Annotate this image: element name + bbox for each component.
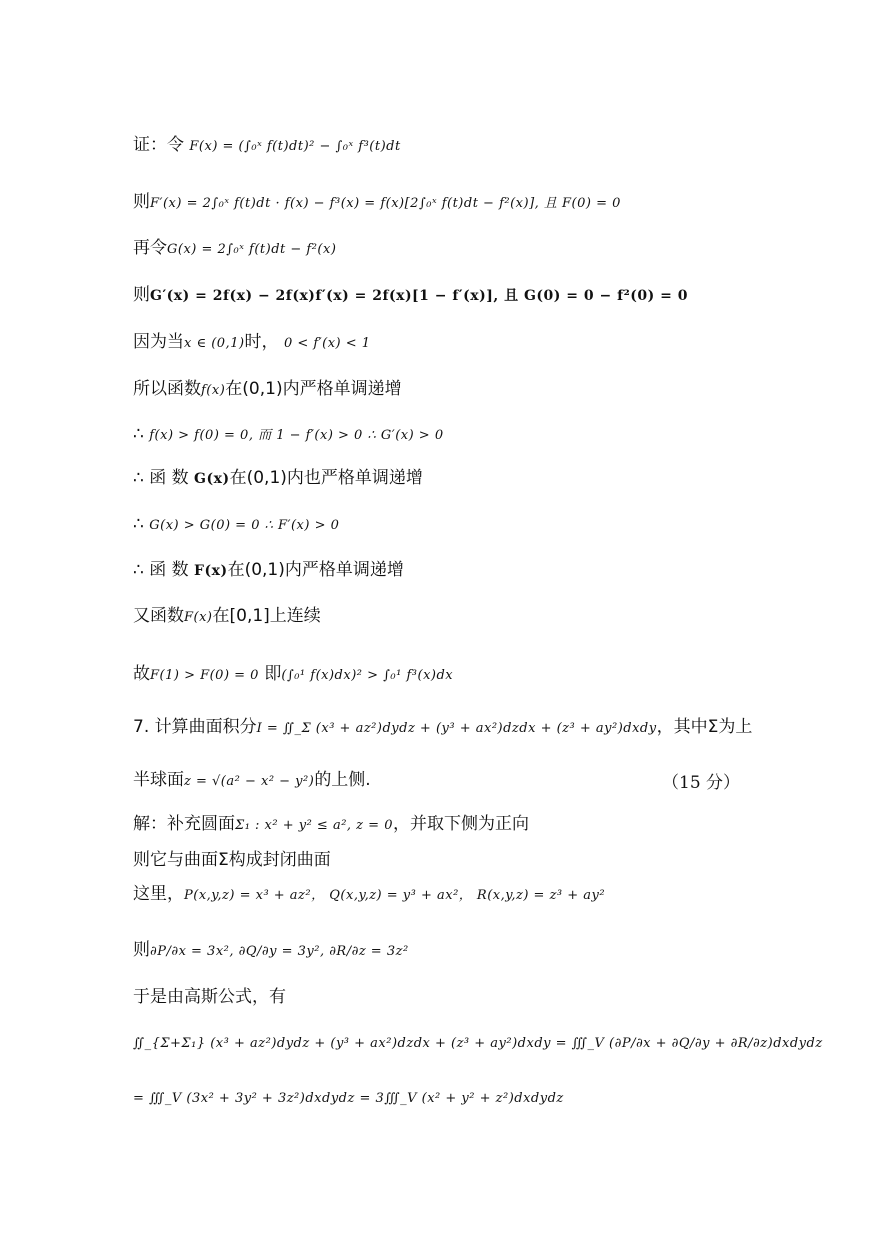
score-label: （15 分）: [662, 773, 741, 793]
solution-line-5: 于是由高斯公式，有: [133, 987, 286, 1007]
problem-7-line-1: 7. 计算曲面积分I = ∬_Σ (x³ + az²)dydz + (y³ + ax²)dzdx + (z³ + ay²)dxdy，其中Σ为上: [133, 717, 753, 737]
proof-line-6: 所以函数f(x)在(0,1)内严格单调递增: [133, 379, 402, 399]
proof-line-3: 再令G(x) = 2∫₀ˣ f(t)dt − f²(x): [133, 238, 337, 258]
solution-line-2: 则它与曲面Σ构成封闭曲面: [133, 850, 331, 870]
proof-line-11: 又函数F(x)在[0,1]上连续: [133, 606, 321, 626]
solution-line-3: 这里，P(x,y,z) = x³ + az²， Q(x,y,z) = y³ + ax²， R(x,y,z) = z³ + ay²: [133, 884, 606, 904]
solution-line-4: 则∂P/∂x = 3x², ∂Q/∂y = 3y², ∂R/∂z = 3z²: [133, 940, 409, 960]
proof-line-1: 证：令 F(x) = (∫₀ˣ f(t)dt)² − ∫₀ˣ f³(t)dt: [133, 135, 401, 155]
proof-line-8: ∴ 函 数 G(x)在(0,1)内也严格单调递增: [133, 468, 423, 488]
gauss-formula-line-1: ∬_{Σ+Σ₁} (x³ + az²)dydz + (y³ + ax²)dzdx + (z³ + ay²)dxdy = ∭_V (∂P/∂x + ∂Q/∂y + ∂R/∂z)dxdydz: [133, 1036, 823, 1051]
solution-line-1: 解：补充圆面Σ₁ : x² + y² ≤ a², z = 0，并取下侧为正向: [133, 814, 529, 834]
gauss-formula-line-2: = ∭_V (3x² + 3y² + 3z²)dxdydz = 3∭_V (x² + y² + z²)dxdydz: [133, 1091, 564, 1106]
proof-conclusion: 故F(1) > F(0) = 0 即(∫₀¹ f(x)dx)² > ∫₀¹ f³(x)dx: [133, 664, 454, 684]
proof-line-4: 则G′(x) = 2f(x) − 2f(x)f′(x) = 2f(x)[1 − f′(x)], 且 G(0) = 0 − f²(0) = 0: [133, 285, 688, 305]
proof-line-5: 因为当x ∈ (0,1)时， 0 < f′(x) < 1: [133, 332, 371, 352]
proof-line-2: 则F′(x) = 2∫₀ˣ f(t)dt · f(x) − f³(x) = f(x)[2∫₀ˣ f(t)dt − f²(x)], 且 F(0) = 0: [133, 192, 621, 212]
proof-line-9: ∴ G(x) > G(0) = 0 ∴ F′(x) > 0: [133, 514, 340, 534]
proof-line-7: ∴ f(x) > f(0) = 0, 而 1 − f′(x) > 0 ∴ G′(x) > 0: [133, 424, 444, 444]
problem-7-line-2: 半球面z = √(a² − x² − y²)的上侧.: [133, 770, 371, 790]
proof-line-10: ∴ 函 数 F(x)在(0,1)内严格单调递增: [133, 560, 404, 580]
